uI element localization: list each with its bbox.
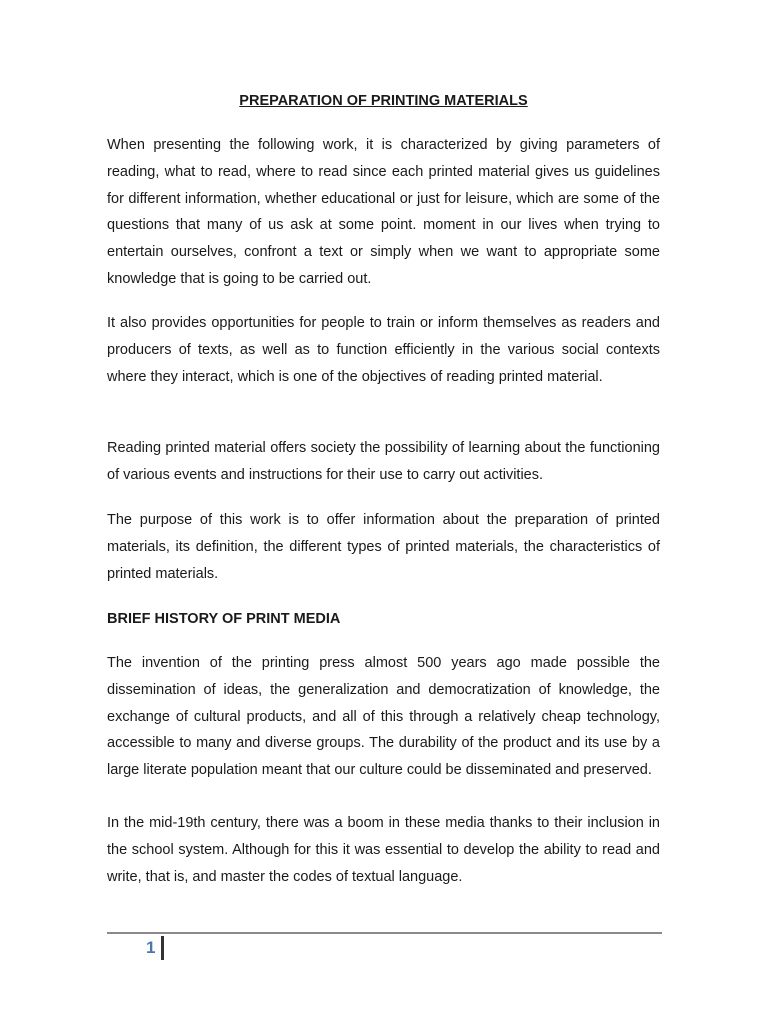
section-heading: BRIEF HISTORY OF PRINT MEDIA [107, 611, 341, 627]
footer-divider [107, 932, 662, 934]
intro-paragraph-2: It also provides opportunities for people to train or inform themselves as readers and producers of texts, as well as to function efficiently in the various social contexts where they interact, which is one of the objectives of reading printed material. [107, 315, 660, 385]
intro-paragraph-3: Reading printed material offers society the possibility of learning about the functioning of various events and instructions for their use to carry out activities. [107, 440, 660, 483]
intro-paragraph-1: When presenting the following work, it is characterized by giving parameters of reading, what to read, where to read since each printed material gives us guidelines for different information, whether educational or just for leisure, which are some of the questions that many of us ask at some point. moment in our lives when trying to entertain ourselves, confront a text or simply when we want to appropriate some knowledge that is going to be carried out. [107, 137, 660, 287]
history-paragraph-1: The invention of the printing press almost 500 years ago made possible the dissemination of ideas, the generalization and democratization of knowledge, the exchange of cultural products, and all of this through a relatively cheap technology, accessible to many and diverse groups. The durability of the product and its use by a large literate population meant that our culture could be disseminated and preserved. [107, 655, 660, 779]
page-number: 1 [146, 938, 156, 957]
page-number-separator [161, 936, 164, 960]
intro-paragraph-4: The purpose of this work is to offer information about the preparation of printed materials, its definition, the different types of printed materials, the characteristics of printed materials. [107, 512, 660, 582]
history-paragraph-2: In the mid-19th century, there was a boom in these media thanks to their inclusion in the school system. Although for this it was essential to develop the ability to read and write, that is, and master the codes of textual language. [107, 815, 660, 885]
document-title: PREPARATION OF PRINTING MATERIALS [239, 93, 528, 109]
